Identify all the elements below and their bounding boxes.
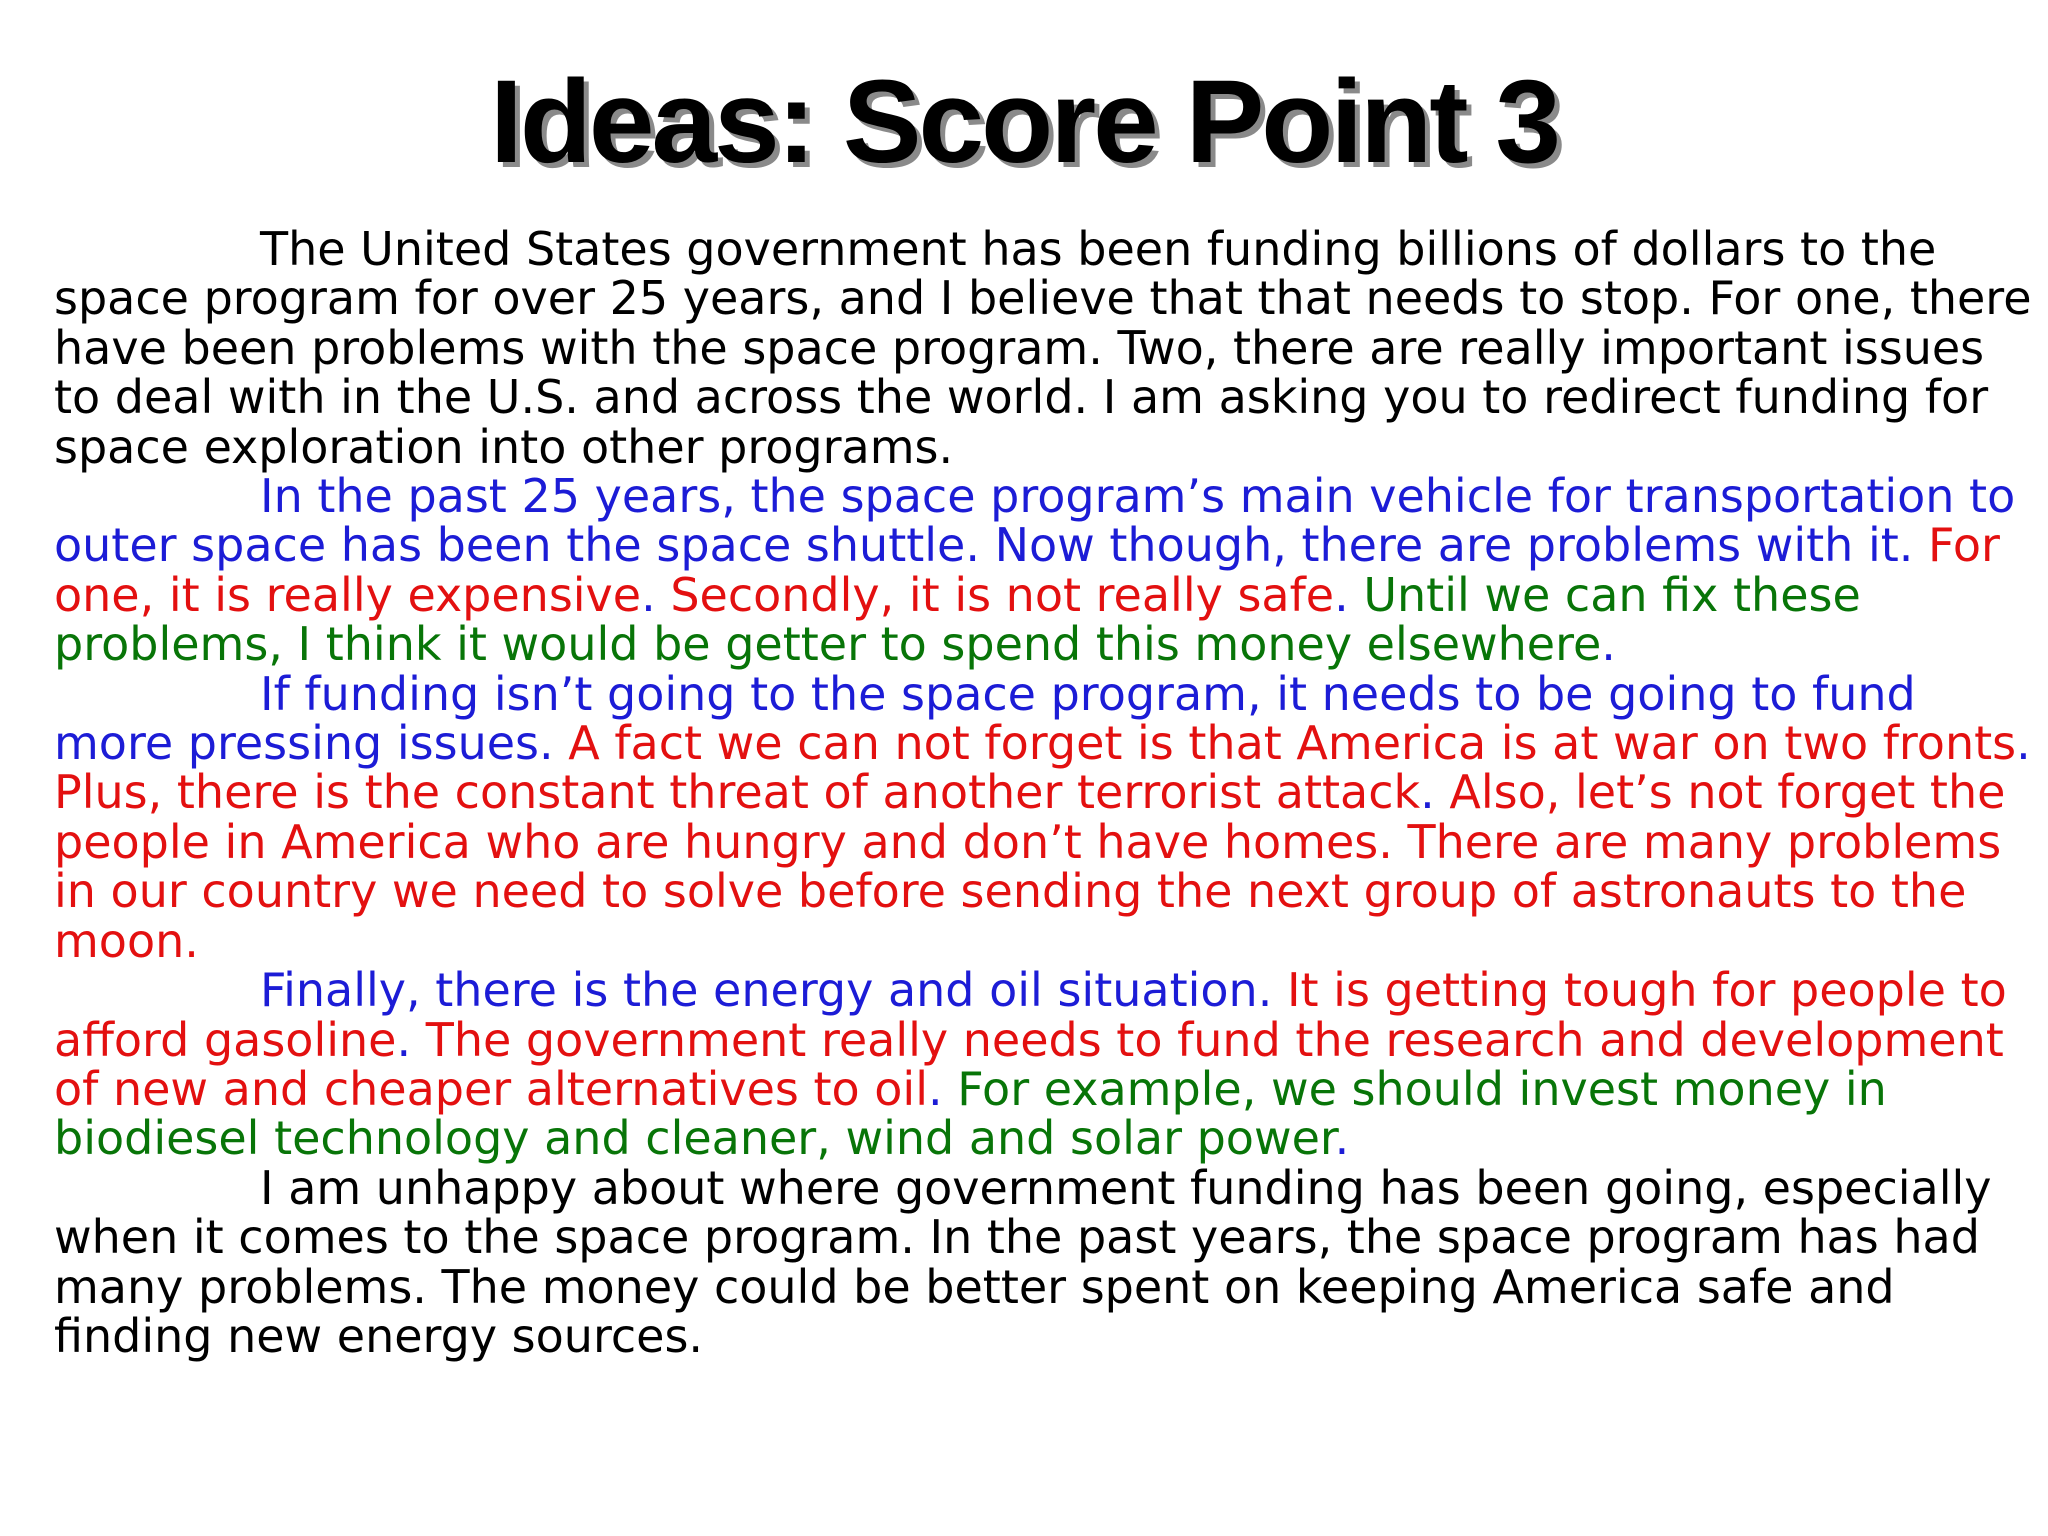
supporting-detail: A fact we can not forget is that America is at war on two fronts [568, 716, 2017, 771]
supporting-detail: It is getting tough for people to afford gasoline [54, 963, 2007, 1067]
supporting-detail: Secondly, it is not really safe [670, 567, 1335, 622]
supporting-detail: The government really needs to fund the research and development of new and cheaper alternatives to oil [54, 1012, 2004, 1116]
paragraph-intro [54, 222, 2034, 474]
punctuation: . [927, 1061, 958, 1116]
topic-sentence: If funding isn’t going to the space program, it needs to be going to fund more pressing issues. [54, 666, 1916, 771]
punctuation: . [396, 1012, 426, 1067]
punctuation: . [2016, 716, 2031, 771]
topic-sentence: In the past 25 years, the space program’s main vehicle for transportation to outer space has been the space shuttle. Now though, there are problems with it. [54, 469, 2016, 573]
essay-body [54, 222, 2034, 1363]
elaboration: Until we can fix these problems, I think it would be getter to spend this money elsewhere [54, 567, 1861, 672]
punctuation: . [1601, 617, 1616, 672]
punctuation: . [1334, 1111, 1350, 1166]
punctuation: . [641, 567, 671, 622]
supporting-detail: Plus, there is the constant threat of another terrorist attack [54, 765, 1421, 820]
paragraph-space-shuttle [54, 469, 2034, 672]
paragraph-pressing-issues [54, 666, 2034, 968]
elaboration: For example, we should invest money in biodiesel technology and cleaner, wind and solar power [54, 1061, 1887, 1166]
supporting-detail: For one, it is really expensive [54, 518, 2000, 622]
paragraph-conclusion [54, 1160, 2034, 1363]
intro-text: The United States government has been funding billions of dollars to the space program for over 25 years, and I believe that that needs to stop. For one, there have been problems with the space program. Two, there are really important issues to deal with in the U.S. and across the world. I am asking you to redirect funding for space exploration into other programs. [54, 222, 2032, 474]
slide-title: Ideas: Score Point 3 [490, 56, 1558, 188]
punctuation: . [1420, 765, 1450, 820]
topic-sentence: Finally, there is the energy and oil situation. [260, 963, 1287, 1018]
supporting-detail: Also, let’s not forget the people in America who are hungry and don’t have homes. There are many problems in our country we need to solve before sending the next group of astronauts to the moon. [54, 765, 2006, 968]
conclusion-text: I am unhappy about where government funding has been going, especially when it comes to the space program. In the past years, the space program has had many problems. The money could be better spent on keeping America safe and finding new energy sources. [54, 1160, 1992, 1363]
paragraph-energy [54, 963, 2034, 1166]
punctuation: . [1334, 567, 1364, 622]
